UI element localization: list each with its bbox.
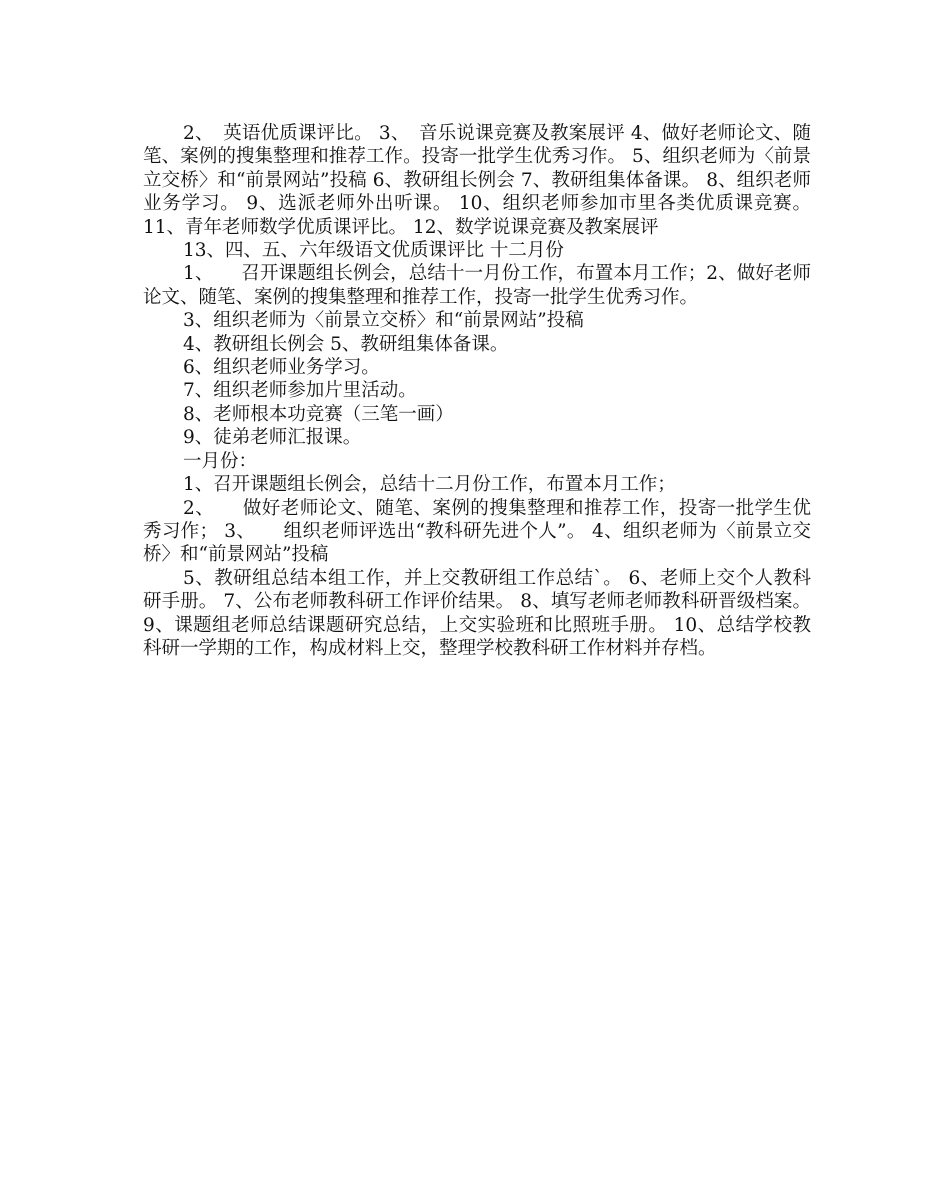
paragraph-january-item-1: 1、召开课题组长例会，总结十二月份工作，布置本月工作； (183, 474, 676, 496)
document-body (143, 122, 811, 660)
paragraph-december-plans-continued: 2、 英语优质课评比。 3、 音乐说课竞赛及教案展评 4、做好老师论文、随笔、案例的搜集整理和推荐工作。投寄一批学生优秀习作。 5、组织老师为〈前景立交桥〉和“前景网站”投稿 6、教研组长例会 7、教研组集体备课。 8、组织老师业务学习。 9、选派老师外出听课。 10、组织老师参加市里各类优质课竞赛。 11、青年老师数学优质课评比。 12、数学说课竞赛及教案展评 (143, 123, 811, 238)
paragraph-december-item-1-2: 1、 召开课题组长例会，总结十一月份工作，布置本月工作；2、做好老师论文、随笔、案例的搜集整理和推荐工作，投寄一批学生优秀习作。 (143, 263, 811, 308)
paragraph-january-item-2-4: 2、 做好老师论文、随笔、案例的搜集整理和推荐工作，投寄一批学生优秀习作； 3、 组织老师评选出“教科研先进个人”。 4、组织老师为〈前景立交桥〉和“前景网站”投稿 (143, 497, 811, 566)
paragraph-december-item-8: 8、老师根本功竞赛（三笔一画） (183, 403, 454, 425)
section-heading-january: 一月份： (183, 450, 258, 472)
paragraph-december-item-6: 6、组织老师业务学习。 (183, 357, 380, 379)
paragraph-january-item-5-10: 5、教研组总结本组工作，并上交教研组工作总结`。 6、老师上交个人教科研手册。 7、公布老师教科研工作评价结果。 8、填写老师老师教科研晋级档案。 9、课题组老师总结课题研究总结，上交实验班和比照班手册。 10、总结学校教科研一学期的工作，构成材料上交，整理学校教科研工作材料并存档。 (143, 567, 811, 659)
paragraph-item-13: 13、四、五、六年级语文优质课评比 十二月份 (183, 240, 564, 262)
paragraph-december-item-4-5: 4、教研组长例会 5、教研组集体备课。 (183, 333, 509, 355)
paragraph-december-item-3: 3、组织老师为〈前景立交桥〉和“前景网站”投稿 (183, 310, 584, 332)
paragraph-december-item-9: 9、徒弟老师汇报课。 (183, 427, 362, 449)
paragraph-december-item-7: 7、组织老师参加片里活动。 (183, 380, 417, 402)
